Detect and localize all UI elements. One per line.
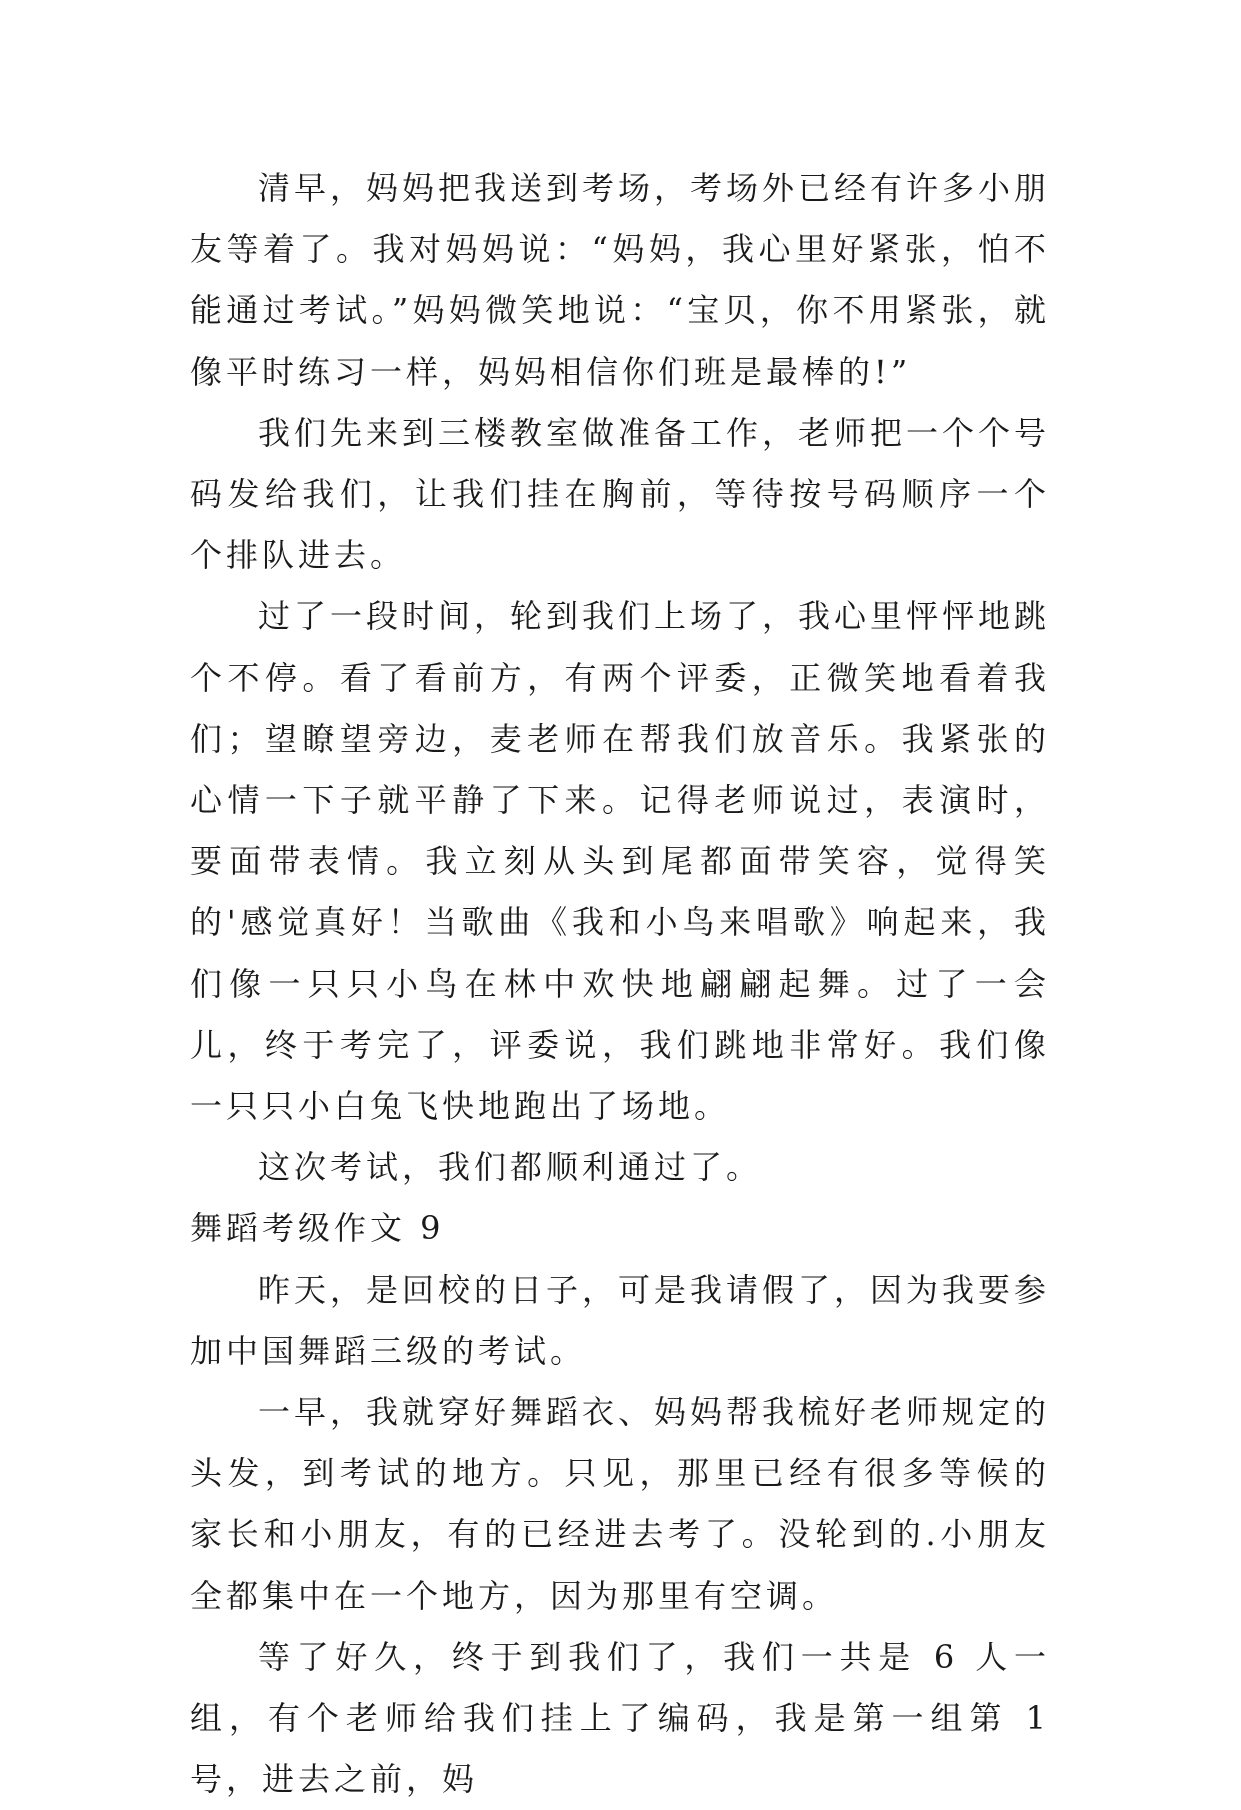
paragraph: 清早，妈妈把我送到考场，考场外已经有许多小朋友等着了。我对妈妈说：“妈妈，我心里好紧张，怕不能通过考试。”妈妈微笑地说：“宝贝，你不用紧张，就像平时练习一样，妈妈相信你们班是最棒的!” [190, 169, 1051, 391]
paragraph: 过了一段时间，轮到我们上场了，我心里怦怦地跳个不停。看了看前方，有两个评委，正微笑地看着我们；望瞭望旁边，麦老师在帮我们放音乐。我紧张的心情一下子就平静了下来。记得老师说过，表演时，要面带表情。我立刻从头到尾都面带笑容，觉得笑的'感觉真好！当歌曲《我和小鸟来唱歌》响起来，我们像一只只小鸟在林中欢快地翩翩起舞。过了一会儿，终于考完了，评委说，我们跳地非常好。我们像一只只小白兔飞快地跑出了场地。 [190, 597, 1051, 1126]
section-heading: 舞蹈考级作文 9 [190, 1209, 445, 1248]
document-body [190, 158, 1050, 1810]
paragraph: 一早，我就穿好舞蹈衣、妈妈帮我梳好老师规定的头发，到考试的地方。只见，那里已经有很多等候的家长和小朋友，有的已经进去考了。没轮到的.小朋友全都集中在一个地方，因为那里有空调。 [190, 1393, 1051, 1615]
paragraph: 我们先来到三楼教室做准备工作，老师把一个个号码发给我们，让我们挂在胸前，等待按号码顺序一个个排队进去。 [190, 413, 1051, 575]
paragraph: 昨天，是回校的日子，可是我请假了，因为我要参加中国舞蹈三级的考试。 [190, 1270, 1051, 1370]
paragraph: 这次考试，我们都顺利通过了。 [258, 1148, 763, 1187]
paragraph: 等了好久，终于到我们了，我们一共是 6 人一组，有个老师给我们挂上了编码，我是第一组第 1 号，进去之前，妈 [190, 1637, 1050, 1799]
